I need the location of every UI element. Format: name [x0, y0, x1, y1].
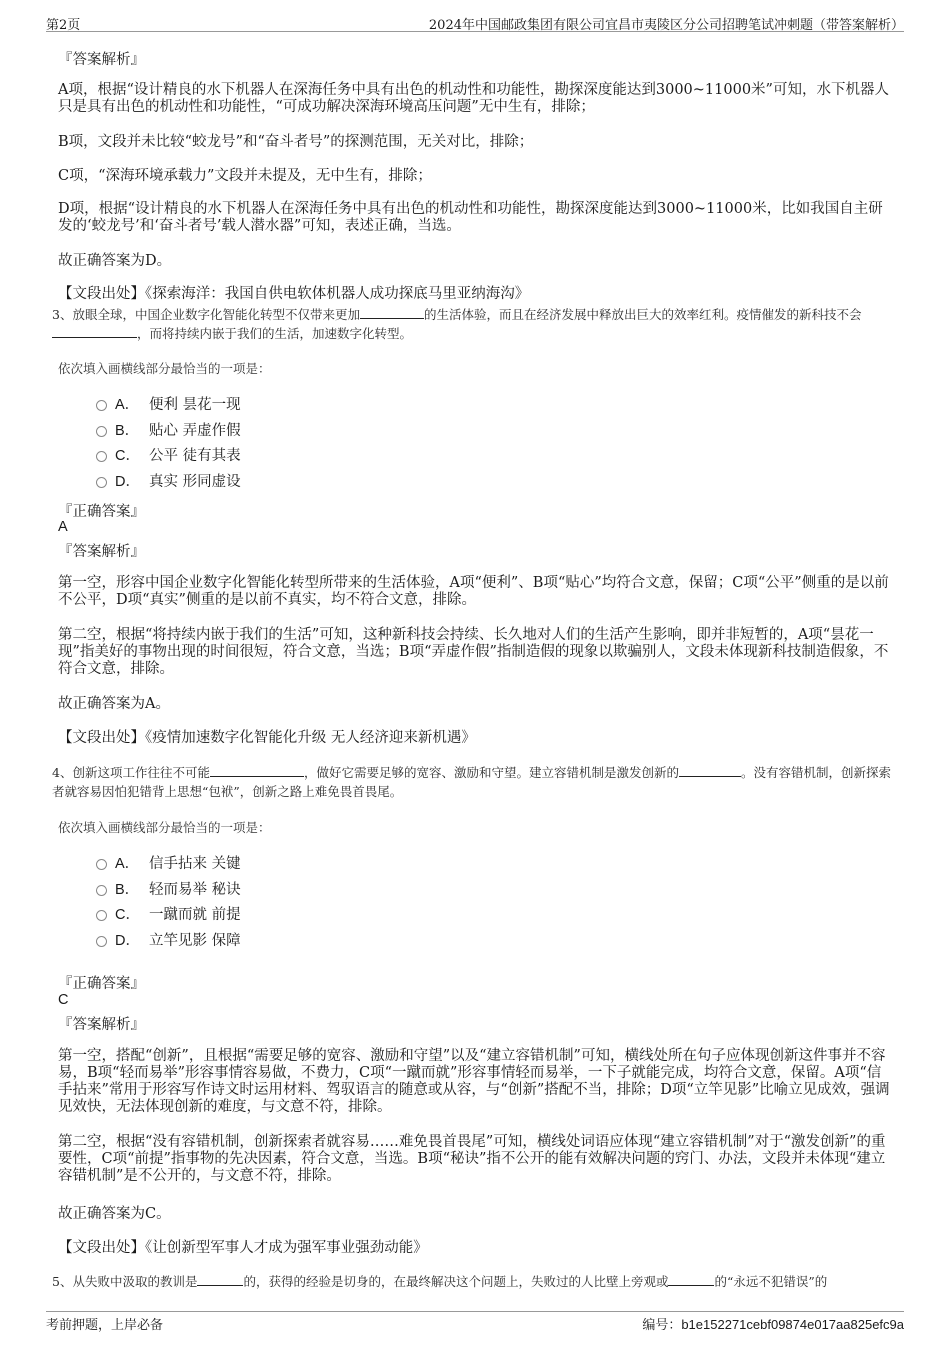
option-d[interactable]: D． 立竿见影 保障	[96, 929, 241, 949]
analysis-heading: 『答案解析』	[58, 1017, 145, 1033]
analysis-paragraph: A项，根据“设计精良的水下机器人在深海任务中具有出色的机动性和功能性，勘探深度能达到3000~11000米”可知，水下机器人只是具有出色的机动性和功能性，“可成功解决深海环境高压问题”无中生有，排除；	[58, 82, 889, 115]
analysis-paragraph: C项，“深海环境承载力”文段并未提及，无中生有，排除；	[58, 168, 432, 184]
radio-button[interactable]	[96, 426, 107, 437]
answer-conclusion: 故正确答案为C。	[58, 1206, 171, 1222]
option-b[interactable]: B． 贴心 弄虚作假	[96, 419, 241, 439]
analysis-paragraph: 第一空，形容中国企业数字化智能化转型所带来的生活体验，A项“便利”、B项“贴心”均符合文意，保留；C项“公平”侧重的是以前不公平，D项“真实”侧重的是以前不真实，均不符合文意，排除。	[58, 575, 889, 608]
question-instruction: 依次填入画横线部分最恰当的一项是：	[58, 361, 271, 376]
footer-divider	[46, 1311, 904, 1312]
radio-button[interactable]	[96, 400, 107, 411]
option-c[interactable]: C． 一蹴而就 前提	[96, 903, 241, 923]
option-a[interactable]: A． 信手拈来 关键	[96, 852, 241, 872]
question-stem: 5、从失败中汲取的教训是 的，获得的经验是切身的，在最终解决这个问题上，失败过的人比壁上旁观或 的“永远不犯错误”的	[52, 1274, 828, 1289]
fill-blank	[52, 326, 137, 338]
analysis-paragraph: D项，根据“设计精良的水下机器人在深海任务中具有出色的机动性和功能性，勘探深度能达到3000~11000米，比如我国自主研发的‘蛟龙号’和‘奋斗者号’载人潜水器”可知，表述正确，当选。	[58, 201, 883, 234]
analysis-paragraph: 第二空，根据“将持续内嵌于我们的生活”可知，这种新科技会持续、长久地对人们的生活产生影响，即并非短暂的，A项“昙花一现”指美好的事物出现的时间很短，符合文意，当选；B项“弄虚作假”指制造假的现象以欺骗别人，文段未体现新科技制造假象，不符合文意，排除。	[58, 627, 889, 677]
analysis-paragraph: 第二空，根据“没有容错机制，创新探索者就容易……难免畏首畏尾”可知，横线处词语应体现“建立容错机制”对于“激发创新”的重要性，C项“前提”指事物的先决因素，符合文意，当选。B项“秘诀”指不公开的能有效解决问题的窍门、办法，文段并未体现“建立容错机制”是不公开的，与文意不符，排除。	[58, 1134, 886, 1184]
radio-button[interactable]	[96, 885, 107, 896]
source-note: 【文段出处】《疫情加速数字化智能化升级 无人经济迎来新机遇》	[58, 730, 476, 746]
answer-conclusion: 故正确答案为D。	[58, 253, 172, 269]
fill-blank	[679, 765, 741, 777]
document-title: 2024年中国邮政集团有限公司宜昌市夷陵区分公司招聘笔试冲刺题（带答案解析）	[428, 18, 904, 33]
fill-blank	[668, 1274, 714, 1286]
correct-answer: C	[58, 992, 69, 1008]
option-b[interactable]: B． 轻而易举 秘诀	[96, 878, 241, 898]
answer-conclusion: 故正确答案为A。	[58, 696, 170, 712]
radio-button[interactable]	[96, 910, 107, 921]
radio-button[interactable]	[96, 451, 107, 462]
fill-blank	[360, 307, 424, 319]
page-number: 第2页	[46, 18, 81, 33]
correct-answer-heading: 『正确答案』	[58, 976, 145, 992]
fill-blank	[197, 1274, 243, 1286]
question-stem: 3、放眼全球，中国企业数字化智能化转型不仅带来更加 的生活体验，而且在经济发展中释放出巨大的效率红利。疫情催发的新科技不会，而将持续内嵌于我们的生活，加速数字化转型。	[52, 307, 862, 341]
analysis-paragraph: B项，文段并未比较“蛟龙号”和“奋斗者号”的探测范围，无关对比，排除；	[58, 134, 534, 150]
option-c[interactable]: C． 公平 徒有其表	[96, 444, 241, 464]
correct-answer: A	[58, 519, 68, 535]
radio-button[interactable]	[96, 477, 107, 488]
radio-button[interactable]	[96, 936, 107, 947]
analysis-heading: 『答案解析』	[58, 544, 145, 560]
footer-slogan: 考前押题，上岸必备	[46, 1318, 164, 1333]
document-code: 编号：b1e152271cebf09874e017aa825efc9a	[642, 1317, 904, 1333]
analysis-heading: 『答案解析』	[58, 52, 145, 68]
radio-button[interactable]	[96, 859, 107, 870]
source-note: 【文段出处】《让创新型军事人才成为强军事业强劲动能》	[58, 1240, 428, 1256]
source-note: 【文段出处】《探索海洋：我国自供电软体机器人成功探底马里亚纳海沟》	[58, 286, 530, 302]
analysis-paragraph: 第一空，搭配“创新”，且根据“需要足够的宽容、激励和守望”以及“建立容错机制”可知，横线处所在句子应体现创新这件事并不容易，B项“轻而易举”形容事情容易做，不费力，C项“一蹴而就”形容事情轻而易举，一下子就能完成，均符合文意，保留。A项“信手拈来”常用于形容写作诗文时运用材料、驾驭语言的随意或从容，与“创新”搭配不当，排除；D项“立竿见影”比喻立见成效，强调见效快，无法体现创新的难度，与文意不符，排除。	[58, 1048, 890, 1115]
option-a[interactable]: A． 便利 昙花一现	[96, 393, 241, 413]
header-divider	[46, 31, 904, 32]
question-instruction: 依次填入画横线部分最恰当的一项是：	[58, 820, 271, 835]
page-header	[46, 12, 904, 32]
fill-blank	[210, 765, 304, 777]
correct-answer-heading: 『正确答案』	[58, 504, 145, 520]
page-footer	[46, 1314, 904, 1334]
question-stem: 4、创新这项工作往往不可能 ，做好它需要足够的宽容、激励和守望。建立容错机制是激发创新的 。没有容错机制，创新探索者就容易因怕犯错背上思想“包袱”，创新之路上难免畏首畏尾。	[52, 765, 891, 799]
option-d[interactable]: D． 真实 形同虚设	[96, 470, 241, 490]
